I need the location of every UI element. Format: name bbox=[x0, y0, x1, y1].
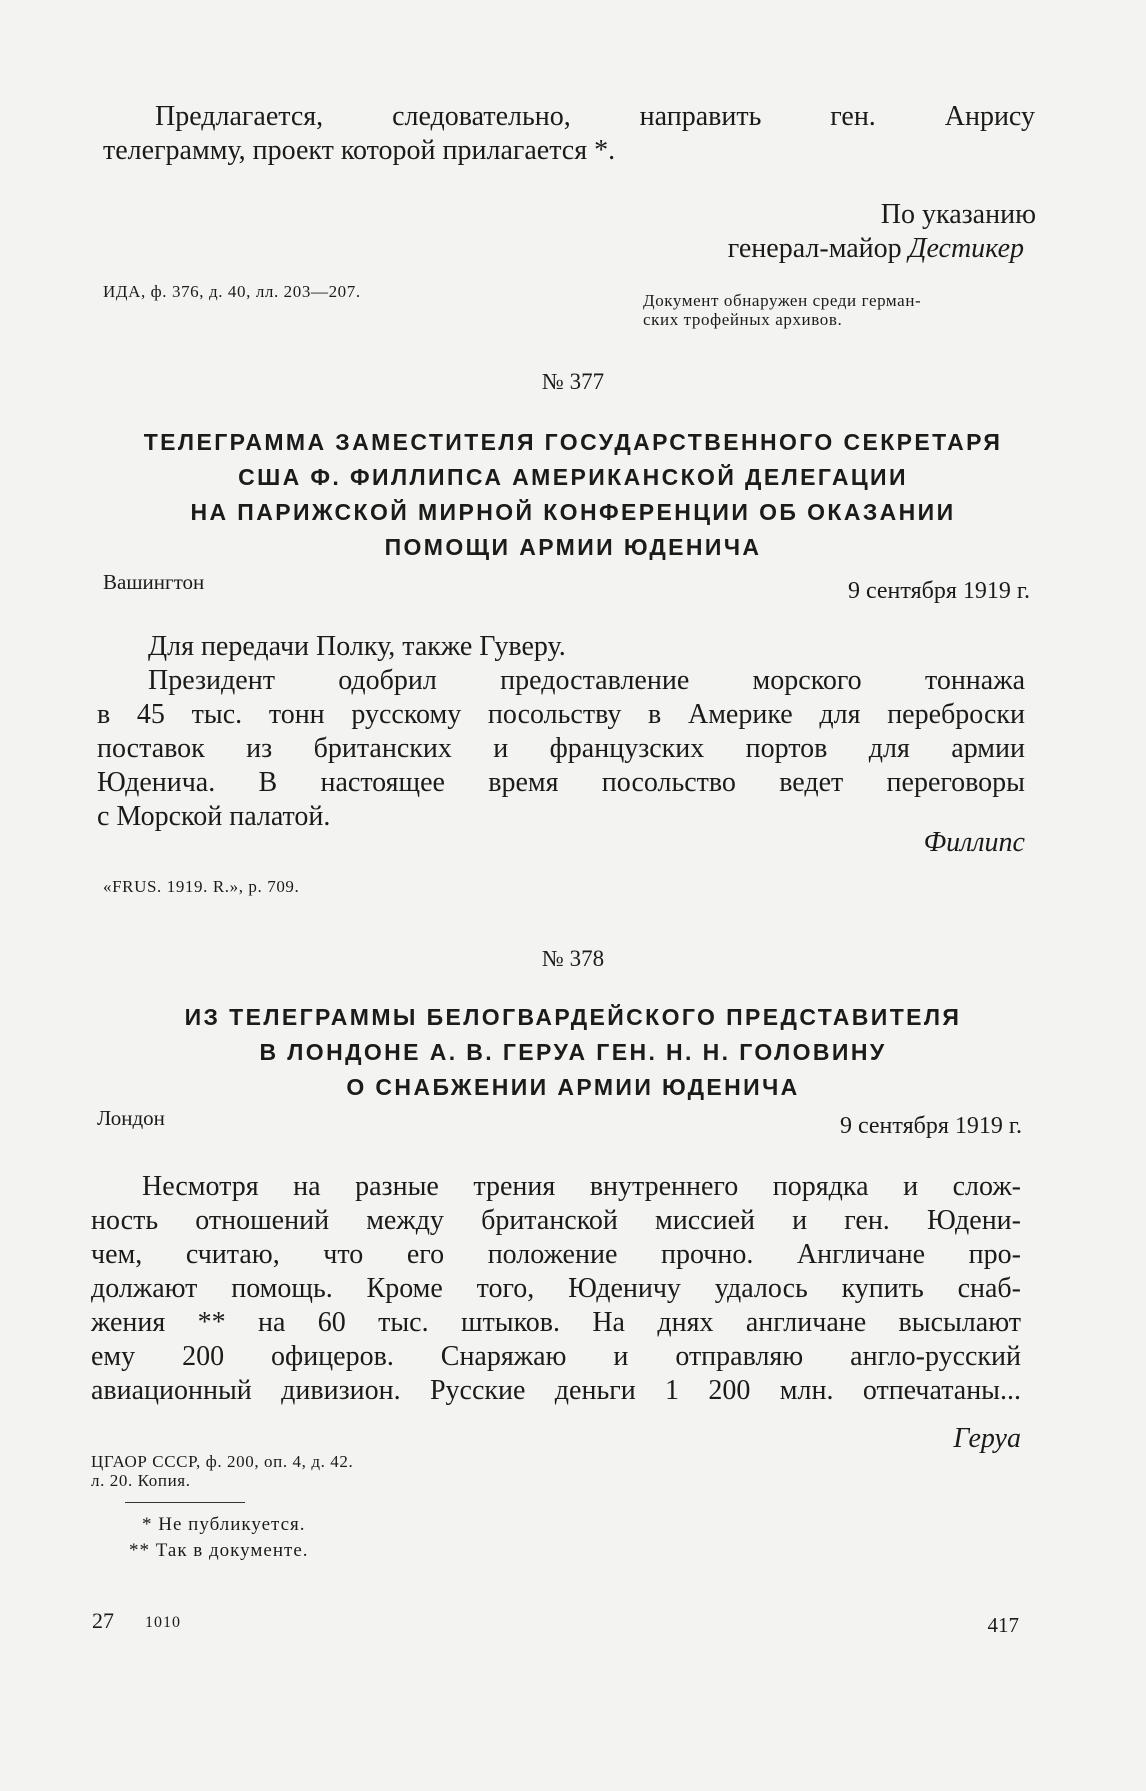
paragraph-line: авиационный дивизион. Русские деньги 1 200 млн. отпечатаны... bbox=[91, 1375, 1021, 1406]
archive-source: «FRUS. 1919. R.», p. 709. bbox=[103, 877, 300, 896]
footnote: ** Так в документе. bbox=[129, 1540, 309, 1561]
signer-title: генерал-майор bbox=[727, 233, 902, 264]
paragraph-line: Предлагается, следовательно, направить ген. Анрису bbox=[155, 101, 1035, 132]
archive-source-line: л. 20. Копия. bbox=[91, 1471, 191, 1490]
paragraph-line: Несмотря на разные трения внутреннего порядка и слож- bbox=[142, 1171, 1021, 1202]
paragraph-line: Президент одобрил предоставление морского тоннажа bbox=[148, 665, 1025, 696]
document-title-line: В ЛОНДОНЕ А. В. ГЕРУА ГЕН. Н. Н. ГОЛОВИНУ bbox=[259, 1039, 887, 1065]
print-code: 1010 bbox=[145, 1614, 181, 1631]
paragraph-line: с Морской палатой. bbox=[97, 801, 331, 832]
paragraph-line: ность отношений между британской миссией и ген. Юдени- bbox=[91, 1205, 1021, 1236]
paragraph-line: чем, считаю, что его положение прочно. Англичане про- bbox=[91, 1239, 1021, 1270]
document-title-line: ИЗ ТЕЛЕГРАММЫ БЕЛОГВАРДЕЙСКОГО ПРЕДСТАВИТЕЛЯ bbox=[184, 1004, 962, 1030]
paragraph-line: в 45 тыс. тонн русскому посольству в Америке для переброски bbox=[97, 699, 1025, 730]
page-number: 417 bbox=[987, 1613, 1019, 1637]
paragraph-line: телеграмму, проект которой прилагается *. bbox=[103, 135, 616, 166]
dispatch-place: Лондон bbox=[97, 1106, 165, 1130]
paragraph-line: Юденича. В настоящее время посольство ведет переговоры bbox=[97, 767, 1025, 798]
document-title-line: О СНАБЖЕНИИ АРМИИ ЮДЕНИЧА bbox=[346, 1074, 800, 1100]
document-number: № 377 bbox=[541, 369, 605, 394]
document-title-line: США Ф. ФИЛЛИПСА АМЕРИКАНСКОЙ ДЕЛЕГАЦИИ bbox=[238, 464, 908, 490]
document-title-line: ТЕЛЕГРАММА ЗАМЕСТИТЕЛЯ ГОСУДАРСТВЕННОГО СЕКРЕТАРЯ bbox=[143, 429, 1003, 455]
signature-mark: 27 bbox=[92, 1608, 114, 1633]
dispatch-place: Вашингтон bbox=[103, 570, 205, 594]
signer-name: Дестикер bbox=[908, 233, 1024, 264]
signature: Филлипс bbox=[923, 827, 1025, 858]
archive-source-line: ЦГАОР СССР, ф. 200, оп. 4, д. 42. bbox=[91, 1452, 354, 1471]
document-title-line: ПОМОЩИ АРМИИ ЮДЕНИЧА bbox=[384, 534, 762, 560]
archive-note-line: Документ обнаружен среди герман- bbox=[643, 291, 922, 310]
paragraph-line: ему 200 офицеров. Снаряжаю и отправляю англо-русский bbox=[91, 1341, 1021, 1372]
signature-line: По указанию bbox=[880, 199, 1036, 230]
signer-line bbox=[728, 230, 1024, 267]
footnote: * Не публикуется. bbox=[142, 1514, 306, 1535]
dispatch-date: 9 сентября 1919 г. bbox=[847, 578, 1030, 604]
signature: Геруа bbox=[953, 1423, 1021, 1454]
archive-note-line: ских трофейных архивов. bbox=[643, 310, 843, 329]
dispatch-date: 9 сентября 1919 г. bbox=[839, 1113, 1022, 1139]
document-number: № 378 bbox=[541, 946, 605, 971]
paragraph-line: Для передачи Полку, также Гуверу. bbox=[148, 631, 566, 662]
footnote-rule bbox=[125, 1502, 245, 1503]
document-title-line: НА ПАРИЖСКОЙ МИРНОЙ КОНФЕРЕНЦИИ ОБ ОКАЗАНИИ bbox=[190, 499, 956, 525]
archive-source: ИДА, ф. 376, д. 40, лл. 203—207. bbox=[103, 282, 361, 301]
paragraph-line: поставок из британских и французских портов для армии bbox=[97, 733, 1025, 764]
paragraph-line: жения ** на 60 тыс. штыков. На днях англичане высылают bbox=[91, 1307, 1021, 1338]
paragraph-line: должают помощь. Кроме того, Юденичу удалось купить снаб- bbox=[91, 1273, 1021, 1304]
